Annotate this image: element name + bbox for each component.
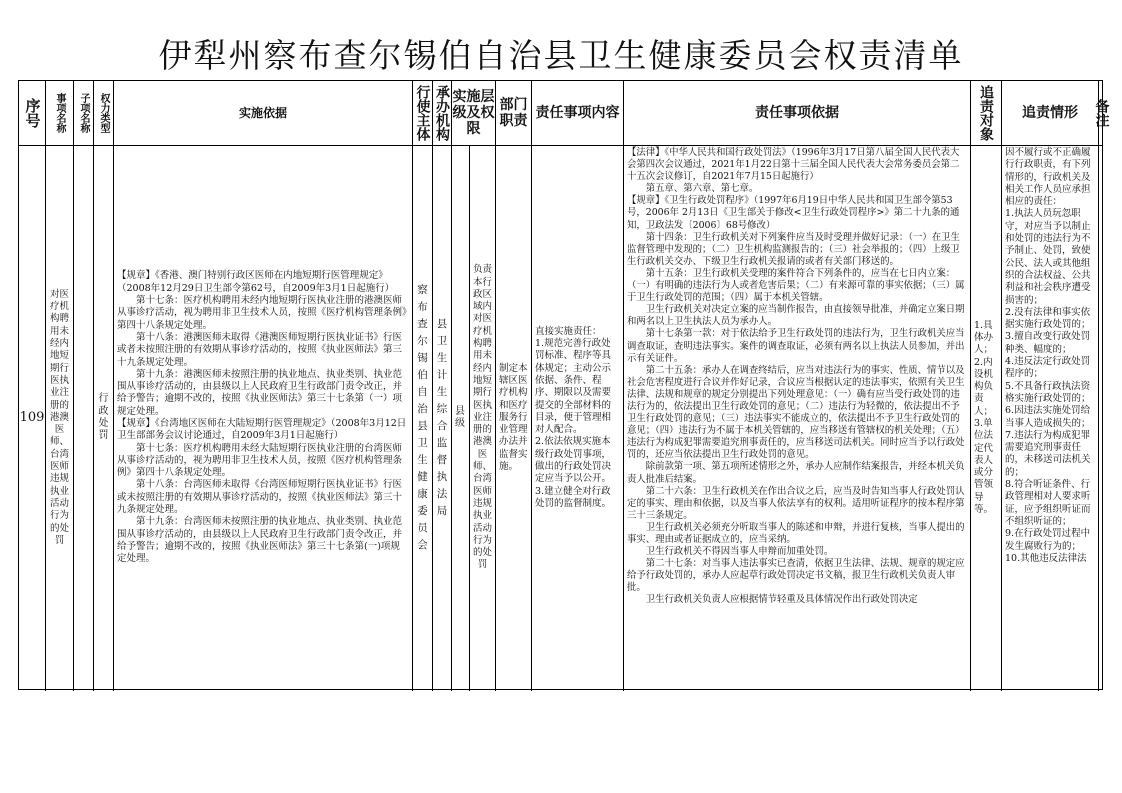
resp-basis-para: 除前款第一项、第五项所述情形之外，承办人应制作结案报告，并经本机关负责人批准后结案。 [627,461,965,485]
header-power-type: 权力类型 [94,81,114,145]
cell-resp-content [532,145,624,691]
resp-basis-para: 【法律】《中华人民共和国行政处罚法》（1996年3月17日第八届全国人民代表大会第四次会议通过，2021年1月22日第十三届全国人民代表大会常务委员会第二十五次会议修订，自2021年7月15日起施行） [627,147,960,183]
resp-basis-para: 第二十七条：对当事人违法事实已查清，依据卫生法律、法规、规章的规定应给予行政处罚的，承办人应起草行政处罚决定书文稿，报卫生行政机关负责人审批。 [627,558,965,594]
resp-content-para: 2.依法依规实施本级行政处罚事项，做出的行政处罚决定应当予以公开。 [535,436,612,485]
header-dept-duty: 部门职责 [496,81,532,145]
cell-item-name: 对医疗机构聘用未经内地短期行医执业注册的港澳医师、台湾医师违规执业活动行为的处罚 [46,145,74,691]
circumstance-item: 因不履行或不正确履行行政职责，有下列情形的，行政机关及相关工作人员应承担相应的责任： [1005,147,1091,208]
basis-para: 第十七条：医疗机构聘用未经内地短期行医执业注册的港澳医师从事诊疗活动，视为聘用非卫生技术人员，按照《医疗机构管理条例》第四十八条规定处理。 [117,295,407,331]
header-basis: 实施依据 [114,81,413,145]
basis-para: 第十八条：台湾医师未取得《台湾医师短期行医执业证书》行医或未按照注册的有效期从事诊疗活动的，按照《执业医师法》第三十九条规定处理。 [117,479,403,516]
header-subject: 行使主体 [413,81,433,145]
resp-content-para: 1.规范完善行政处罚标准、程序等具体规定；主动公示依据、条件、程序、期限以及需要提交的全部材料的目录，便于管理相对人配合。 [535,338,612,436]
level-label: 县级 [452,145,470,691]
circumstance-item: 10.其他违反法律法 [1005,552,1087,564]
cell-resp-basis [624,145,971,691]
cell-dept-duty: 制定本辖区医疗机构和医疗服务行业管理办法并监督实施。 [496,145,532,691]
circumstance-item: 9.在行政处罚过程中发生腐败行为的； [1005,528,1091,552]
header-undertaker: 承办机构 [433,81,452,145]
responsibility-table [18,80,1110,690]
circumstance-item: 8.符合听证条件、行政管理相对人要求听证，应予组织听证而不组织听证的； [1005,479,1091,527]
resp-basis-para: 第五章、第六章、第七章。 [645,183,759,195]
resp-basis-para: 第二十五条：承办人在调查终结后，应当对违法行为的事实、性质、情节以及社会危害程度进行合议并作好记录，合议应当根据认定的违法事实，依照有关卫生法律、法规和规章的规定分别提出下列处理意见：（一）确有应当受行政处罚的违法行为的，依法提出卫生行政处罚的意见；（二）违法行为轻微的，依法提出不予卫生行政处罚的意见；（三）违法事实不能成立的，依法提出不予卫生行政处罚的意见；（四）违法行为不属于本机关管辖的，应当移送有管辖权的机关处理；（五）违法行为构成犯罪需要追究刑事责任的，应当移送司法机关。同时应当予以行政处罚的，还应当依法提出卫生行政处罚的意见。 [627,364,965,461]
basis-para: 第十八条：港澳医师未取得《港澳医师短期行医执业证书》行医或者未按照注册的有效期从事诊疗活动的，按照《执业医师法》第三十九条规定处理。 [117,331,403,368]
cell-remark [1099,145,1104,691]
header-seq: 序号 [19,81,46,145]
resp-basis-para: 第十五条：卫生行政机关受理的案件符合下列条件的，应当在七日内立案：（一）有明确的违法行为人或者危害后果；（二）有来源可靠的事实依据；（三）属于卫生行政处罚的范围；（四）属于本机关管辖。 [627,267,965,304]
level-detail: 负责本行政区域内对医疗机构聘用未经内地短期行医执业注册的港澳医师、台湾医师违规执业活动行为的处罚 [472,264,492,571]
circumstance-item: 6.因违法实施处罚给当事人造成损失的； [1005,405,1091,429]
header-accountable: 追责对象 [971,81,1002,145]
cell-power-type: 行政处罚 [94,145,114,691]
resp-content-para: 直接实施责任： [535,325,602,337]
cell-accountable: 1.具体办人；2.内设机构负责人；3.单位法定代表人或分管领导等。 [971,145,1002,691]
basis-para: 【规章】《台湾地区医师在大陆短期行医管理规定》（2008年3月12日卫生部部务会议讨论通过，自2009年3月1日起施行） [117,418,407,442]
cell-subject: 察布查尔锡伯自治县卫生健康委员会 [413,145,433,691]
circumstance-item: 1.执法人员玩忽职守，对应当予以制止和处罚的违法行为不予制止、处罚，致使公民、法人或其他组织的合法权益、公共利益和社会秩序遭受损害的； [1005,208,1091,306]
circumstance-item: 3.擅自改变行政处罚种类、幅度的； [1005,331,1091,355]
basis-para: 第十七条：医疗机构聘用未经大陆短期行医执业注册的台湾医师从事诊疗活动的，视为聘用非卫生技术人员，按照《医疗机构管理条例》第四十八条规定处理。 [117,442,403,479]
resp-basis-para: 卫生行政机关不得因当事人申辩而加重处罚。 [645,546,834,558]
resp-basis-para: 【规章】《卫生行政处罚程序》（1997年6月19日中华人民共和国卫生部令第53号，2006年 2月13日《卫生部关于修改<卫生行政处罚程序>》第二十九条的通知，卫政法发〔2006〕68号修改） [627,195,960,231]
header-circumstances: 追责情形 [1002,81,1099,145]
circumstance-item: 7.违法行为构成犯罪需要追究刑事责任的，未移送司法机关的； [1005,429,1091,478]
page-title: 伊犁州察布查尔锡伯自治县卫生健康委员会权责清单 [158,36,964,75]
resp-basis-para: 第十四条：卫生行政机关对下列案件应当及时受理并做好记录：（一）在卫生监督管理中发现的；（二）卫生机构监测报告的；（三）社会举报的；（四）上级卫生行政机关交办、下级卫生行政机关报请的或者有关部门移送的。 [627,231,960,267]
basis-para: 第十九条：台湾医师未按照注册的执业地点、执业类别、执业范围从事诊疗活动的，由县级以上人民政府卫生行政部门责令改正，并给予警告；逾期不改的，按照《执业医师法》第三十七条第(一)项规定处理。 [117,516,403,565]
resp-basis-para: 卫生行政机关必须充分听取当事人的陈述和申辩，并进行复核，当事人提出的事实、理由或者证据成立的，应当采纳。 [627,521,965,545]
circumstance-item: 5.不具备行政执法资格实施行政处罚的； [1005,380,1091,404]
header-resp-basis: 责任事项依据 [624,81,971,145]
cell-basis [114,145,413,691]
table-row [19,145,1102,691]
basis-para: 第十九条：港澳医师未按照注册的执业地点、执业类别、执业范围从事诊疗活动的，由县级以上人民政府卫生行政部门责令改正，并给予警告；逾期不改的，按照《执业医师法》第三十七条第（一）项规定处理。 [117,368,403,417]
header-remark: 备注 [1093,99,1110,127]
resp-basis-para: 卫生行政机关负责人应根据情节轻重及具体情况作出行政处罚决定 [645,594,918,606]
header-sub-item-name: 子项名称 [74,81,94,145]
header-level: 实施层级及权限 [452,81,496,145]
header-resp-content: 责任事项内容 [532,81,624,145]
resp-basis-para: 卫生行政机关对决定立案的应当制作报告，由直接领导批准，并确定立案日期和两名以上卫生执法人员为承办人。 [627,304,965,328]
cell-undertaker: 县卫生计生综合监督执法局 [433,145,452,691]
cell-sub-item-name [74,145,94,691]
cell-circumstances [1002,145,1099,691]
table-header-row [19,81,1110,146]
basis-para: 【规章】《香港、澳门特别行政区医师在内地短期行医管理规定》（2008年12月29日卫生部令第62号，自2009年3月1日起施行） [117,270,395,294]
cell-seq: 109 [19,145,46,691]
header-item-name: 事项名称 [46,81,74,145]
circumstance-item: 2.没有法律和事实依据实施行政处罚的； [1005,306,1091,331]
resp-basis-para: 第十七条第一款：对于依法给予卫生行政处罚的违法行为，卫生行政机关应当调查取证，查明违法事实。案件的调查取证，必须有两名以上执法人员参加，并出示有关证件。 [627,328,965,364]
resp-content-para: 3.建立健全对行政处罚的监督制度。 [535,485,612,509]
circumstance-item: 4.违反法定行政处罚程序的； [1005,356,1091,380]
resp-basis-para: 第二十六条：卫生行政机关在作出合议之后，应当及时告知当事人行政处罚认定的事实、理由和依据，以及当事人依法享有的权利。适用听证程序的按本程序第三十三条规定。 [627,485,965,521]
cell-level [452,145,496,691]
